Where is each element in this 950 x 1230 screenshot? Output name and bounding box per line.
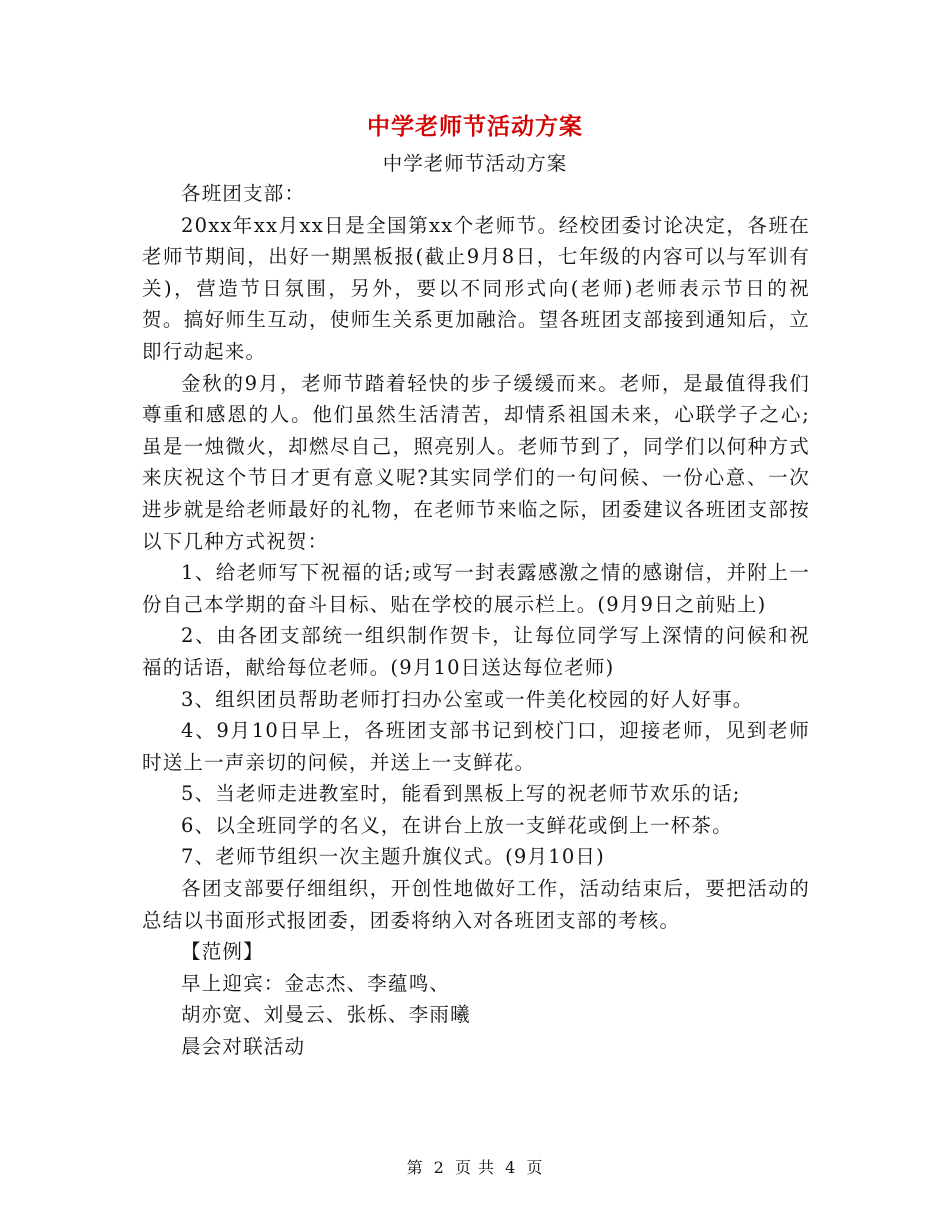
paragraph: 胡亦宽、刘曼云、张栎、李雨曦	[181, 1003, 471, 1027]
document-title: 中学老师节活动方案	[367, 113, 583, 140]
total-pages-number: 4	[505, 1158, 517, 1177]
footer-prefix: 第	[406, 1158, 424, 1177]
document-subtitle: 中学老师节活动方案	[382, 152, 568, 175]
paragraph: 6、以全班同学的名义，在讲台上放一支鲜花或倒上一杯茶。	[181, 813, 733, 837]
paragraph: 3、组织团员帮助老师打扫办公室或一件美化校园的好人好事。	[181, 687, 754, 711]
footer-suffix: 页	[526, 1158, 544, 1177]
paragraph: 各团支部要仔细组织，开创性地做好工作，活动结束后，要把活动的总结以书面形式报团委，团委将纳入对各班团支部的考核。	[142, 877, 810, 932]
page-footer	[0, 1155, 950, 1178]
paragraph: 早上迎宾：金志杰、李蕴鸣、	[181, 971, 451, 995]
current-page-number: 2	[433, 1158, 445, 1177]
document-body	[142, 178, 810, 1063]
paragraph: 20xx年xx月xx日是全国第xx个老师节。经校团委讨论决定，各班在老师节期间，出好一期黑板报(截止9月8日，七年级的内容可以与军训有关)，营造节日氛围，另外，要以不同形式向(老师)老师表示节日的祝贺。搞好师生互动，使师生关系更加融洽。望各班团支部接到通知后，立即行动起来。	[142, 213, 810, 363]
paragraph: 1、给老师写下祝福的话;或写一封表露感激之情的感谢信，并附上一份自己本学期的奋斗目标、贴在学校的展示栏上。(9月9日之前贴上)	[142, 561, 810, 616]
footer-middle: 页 共	[454, 1158, 496, 1177]
paragraph: 晨会对联活动	[181, 1035, 306, 1059]
paragraph: 金秋的9月，老师节踏着轻快的步子缓缓而来。老师，是最值得我们尊重和感恩的人。他们虽然生活清苦，却情系祖国未来，心联学子之心;虽是一烛微火，却燃尽自己，照亮别人。老师节到了，同学们以何种方式来庆祝这个节日才更有意义呢?其实同学们的一句问候、一份心意、一次进步就是给老师最好的礼物，在老师节来临之际，团委建议各班团支部按以下几种方式祝贺：	[142, 371, 810, 553]
paragraph: 5、当老师走进教室时，能看到黑板上写的祝老师节欢乐的话;	[181, 782, 741, 806]
paragraph: 7、老师节组织一次主题升旗仪式。(9月10日)	[181, 845, 605, 869]
paragraph: 2、由各团支部统一组织制作贺卡，让每位同学写上深情的问候和祝福的话语，献给每位老师。(9月10日送达每位老师)	[142, 624, 810, 679]
paragraph: 【范例】	[181, 940, 264, 964]
paragraph: 4、9月10日早上，各班团支部书记到校门口，迎接老师，见到老师时送上一声亲切的问候，并送上一支鲜花。	[142, 719, 810, 774]
paragraph: 各班团支部：	[181, 182, 306, 205]
